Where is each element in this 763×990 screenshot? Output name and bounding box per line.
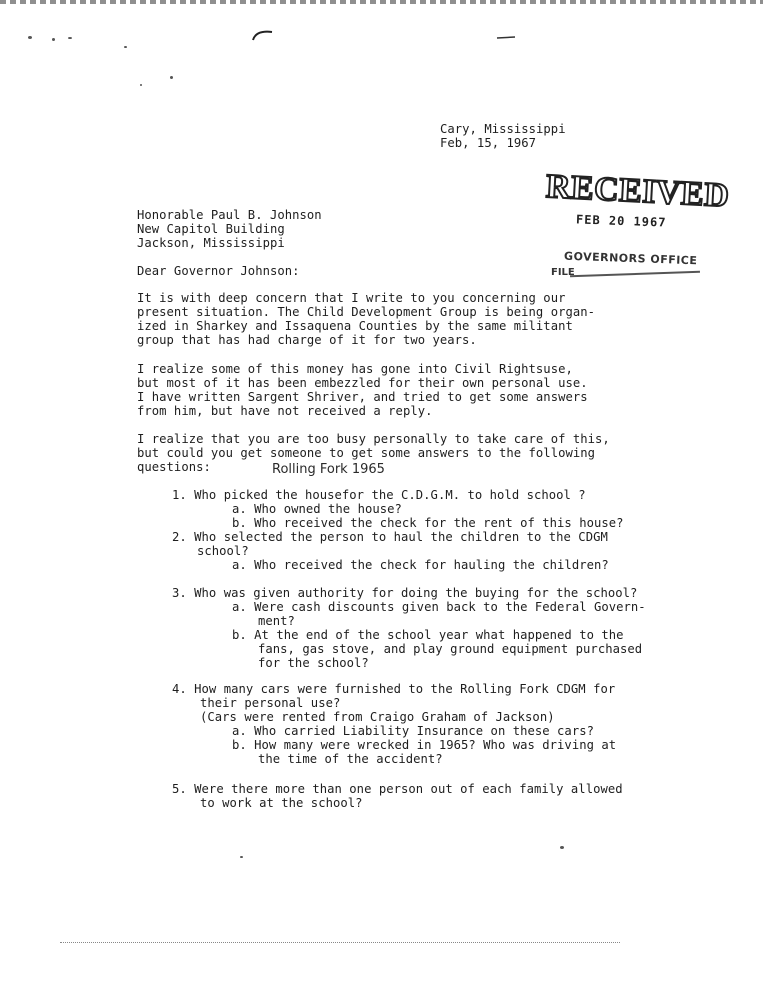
addressee-line: Jackson, Mississippi bbox=[137, 236, 285, 250]
paragraph-line: I have written Sargent Shriver, and tried to get some answers bbox=[137, 390, 588, 404]
ink-mark bbox=[495, 34, 519, 42]
letter-place: Cary, Mississippi bbox=[440, 122, 566, 136]
question-line: b. At the end of the school year what happened to the bbox=[232, 628, 624, 642]
paragraph-line: I realize some of this money has gone into Civil Rightsuse, bbox=[137, 362, 573, 376]
question-line: (Cars were rented from Craigo Graham of Jackson) bbox=[200, 710, 555, 724]
question-line: a. Were cash discounts given back to the Federal Govern- bbox=[232, 600, 646, 614]
question-line: their personal use? bbox=[200, 696, 341, 710]
addressee-line: Honorable Paul B. Johnson bbox=[137, 208, 322, 222]
paragraph-line: It is with deep concern that I write to you concerning our bbox=[137, 291, 566, 305]
question-line: school? bbox=[197, 544, 249, 558]
paragraph-line: but most of it has been embezzled for their own personal use. bbox=[137, 376, 588, 390]
paragraph-line: I realize that you are too busy personally to take care of this, bbox=[137, 432, 610, 446]
received-stamp: RECEIVED bbox=[545, 168, 731, 215]
question-line: for the school? bbox=[258, 656, 369, 670]
question-line: 4. How many cars were furnished to the Rolling Fork CDGM for bbox=[172, 682, 616, 696]
letter-date: Feb, 15, 1967 bbox=[440, 136, 537, 150]
question-line: 1. Who picked the housefor the C.D.G.M. to hold school ? bbox=[172, 488, 586, 502]
paragraph-line: ized in Sharkey and Issaquena Counties by the same militant bbox=[137, 319, 573, 333]
paragraph-line: from him, but have not received a reply. bbox=[137, 404, 433, 418]
scan-speck bbox=[68, 37, 72, 39]
question-line: a. Who carried Liability Insurance on these cars? bbox=[232, 724, 594, 738]
question-line: a. Who owned the house? bbox=[232, 502, 402, 516]
scan-speck bbox=[170, 76, 173, 79]
question-line: to work at the school? bbox=[200, 796, 363, 810]
governors-office-stamp: GOVERNORS OFFICE bbox=[563, 249, 698, 268]
scan-speck bbox=[52, 38, 55, 41]
paragraph-line: present situation. The Child Development Group is being organ- bbox=[137, 305, 596, 319]
question-line: the time of the accident? bbox=[258, 752, 443, 766]
scan-bottom-artifact bbox=[60, 942, 620, 943]
question-line: fans, gas stove, and play ground equipment purchased bbox=[258, 642, 643, 656]
scan-speck bbox=[124, 46, 127, 48]
question-line: 2. Who selected the person to haul the children to the CDGM bbox=[172, 530, 608, 544]
ink-mark bbox=[250, 28, 280, 44]
received-stamp-date: FEB 20 1967 bbox=[575, 212, 667, 230]
question-line: 5. Were there more than one person out of each family allowed bbox=[172, 782, 623, 796]
scan-speck bbox=[240, 856, 243, 858]
handwritten-note: Rolling Fork 1965 bbox=[272, 462, 385, 477]
scan-speck bbox=[28, 36, 32, 39]
scan-speck bbox=[560, 846, 564, 849]
question-line: ment? bbox=[258, 614, 295, 628]
paragraph-line: group that has had charge of it for two years. bbox=[137, 333, 477, 347]
salutation: Dear Governor Johnson: bbox=[137, 264, 300, 278]
scan-edge-artifact bbox=[0, 0, 763, 4]
scan-speck bbox=[140, 84, 142, 86]
addressee-line: New Capitol Building bbox=[137, 222, 285, 236]
paragraph-line: but could you get someone to get some answers to the following bbox=[137, 446, 596, 460]
question-line: 3. Who was given authority for doing the buying for the school? bbox=[172, 586, 638, 600]
question-line: a. Who received the check for hauling the children? bbox=[232, 558, 609, 572]
paragraph-line: questions: bbox=[137, 460, 211, 474]
stamp-underline bbox=[570, 271, 700, 278]
question-line: b. Who received the check for the rent of this house? bbox=[232, 516, 624, 530]
file-stamp: FILE bbox=[551, 267, 575, 278]
question-line: b. How many were wrecked in 1965? Who was driving at bbox=[232, 738, 617, 752]
